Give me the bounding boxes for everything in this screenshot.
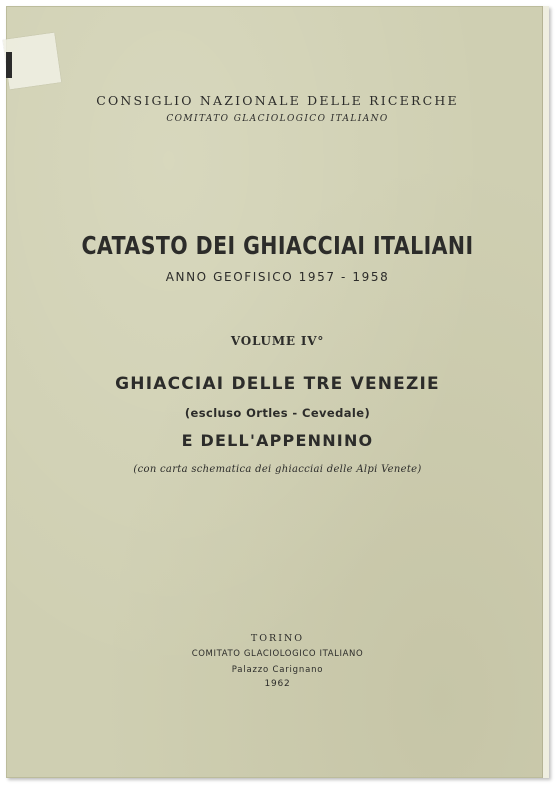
tape-shadow	[6, 52, 12, 78]
book-title: CATASTO DEI GHIACCIAI ITALIANI	[81, 231, 474, 260]
council-name: CONSIGLIO NAZIONALE DELLE RICERCHE	[96, 93, 459, 108]
subtitle-line-2: (escluso Ortles - Cevedale)	[184, 406, 371, 420]
publication-year: 1962	[264, 679, 291, 689]
publication-city: TORINO	[250, 633, 305, 644]
publisher-address: Palazzo Carignano	[231, 665, 324, 675]
geophysical-year: ANNO GEOFISICO 1957 - 1958	[165, 270, 390, 284]
subtitle-line-3: E DELL'APPENNINO	[181, 431, 374, 450]
publisher-name: COMITATO GLACIOLOGICO ITALIANO	[191, 649, 364, 659]
subtitle-line-1: GHIACCIAI DELLE TRE VENEZIE	[115, 374, 440, 394]
map-note: (con carta schematica dei ghiacciai delle Alpi Venete)	[133, 464, 422, 475]
committee-name: COMITATO GLACIOLOGICO ITALIANO	[166, 114, 389, 124]
volume-number: VOLUME IV°	[230, 334, 325, 348]
book-cover	[6, 6, 549, 778]
